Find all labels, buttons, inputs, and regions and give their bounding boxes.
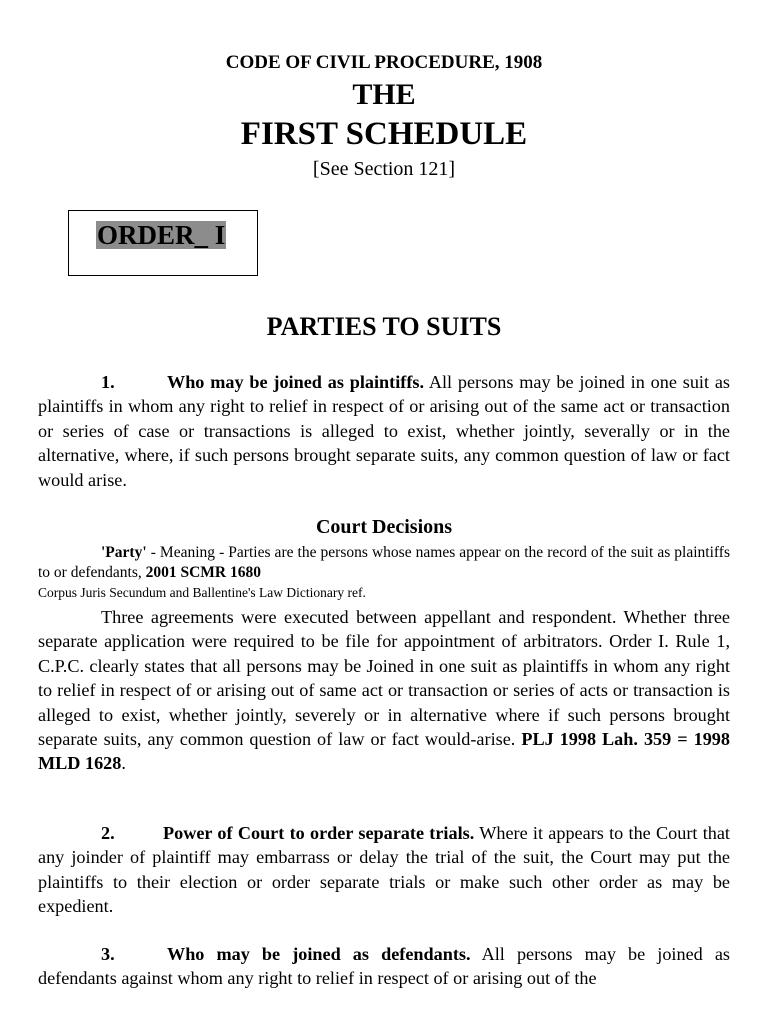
case-paragraph — [38, 605, 730, 776]
rule-2-text: Where it appears to the Court that any joinder of plaintiff may embarrass or delay the trial of the suit, the Court may put the plaintiffs to their election or order separate trials or make such other order as may be expedient. — [38, 823, 730, 917]
party-definition — [38, 543, 730, 583]
case-citation: PLJ 1998 Lah. 359 = 1998 MLD 1628 — [38, 729, 730, 774]
reference-note: Corpus Juris Secundum and Ballentine's Law Dictionary ref. — [38, 585, 366, 600]
party-citation: 2001 SCMR 1680 — [145, 564, 261, 581]
schedule-the: THE — [352, 78, 416, 111]
rule-1-text: All persons may be joined in one suit as plaintiffs in whom any right to relief in respect of or arising out of the same act or transaction or series of case or transactions is alleged to exist, whether jointly, severally or in the alternative, where, if such persons brought separate suits, any common question of law or fact would arise. — [38, 372, 730, 490]
rule-1-heading: Who may be joined as plaintiffs. — [167, 372, 424, 392]
rule-1-number: 1. — [101, 372, 115, 392]
rule-3-heading: Who may be joined as defendants. — [167, 944, 471, 964]
rule-3 — [38, 942, 730, 991]
act-title: CODE OF CIVIL PROCEDURE, 1908 — [225, 52, 543, 73]
party-text: - Meaning - Parties are the persons whose names appear on the record of the suit as plaintiffs to or defendants, — [38, 544, 730, 581]
party-term: 'Party' — [101, 544, 147, 561]
rule-3-number: 3. — [101, 944, 115, 964]
order-label: ORDER_ I — [97, 220, 226, 250]
case-end: . — [121, 753, 126, 774]
rule-2-heading: Power of Court to order separate trials. — [163, 823, 475, 843]
rule-1 — [38, 370, 730, 492]
chapter-title: PARTIES TO SUITS — [266, 312, 502, 341]
rule-2 — [38, 821, 730, 919]
rule-2-number: 2. — [101, 823, 115, 843]
see-section: [See Section 121] — [312, 158, 456, 180]
court-decisions-title: Court Decisions — [315, 516, 453, 538]
rule-3-text: All persons may be joined as defendants against whom any right to relief in respect of or arising out of the — [38, 944, 730, 989]
schedule-title: FIRST SCHEDULE — [240, 116, 528, 152]
order-box — [68, 210, 258, 276]
case-text: Three agreements were executed between appellant and respondent. Whether three separate application were required to be file for appointment of arbitrators. Order I. Rule 1, C.P.C. clearly states that all persons may be Joined in one suit as plaintiffs in whom any right to relief in respect of or arising out of same act or transaction or series of acts or transaction is alleged to exist, whether jointly, severely or in alternative where if such persons brought separate suits, any common question of law or fact would-arise. — [38, 607, 730, 750]
